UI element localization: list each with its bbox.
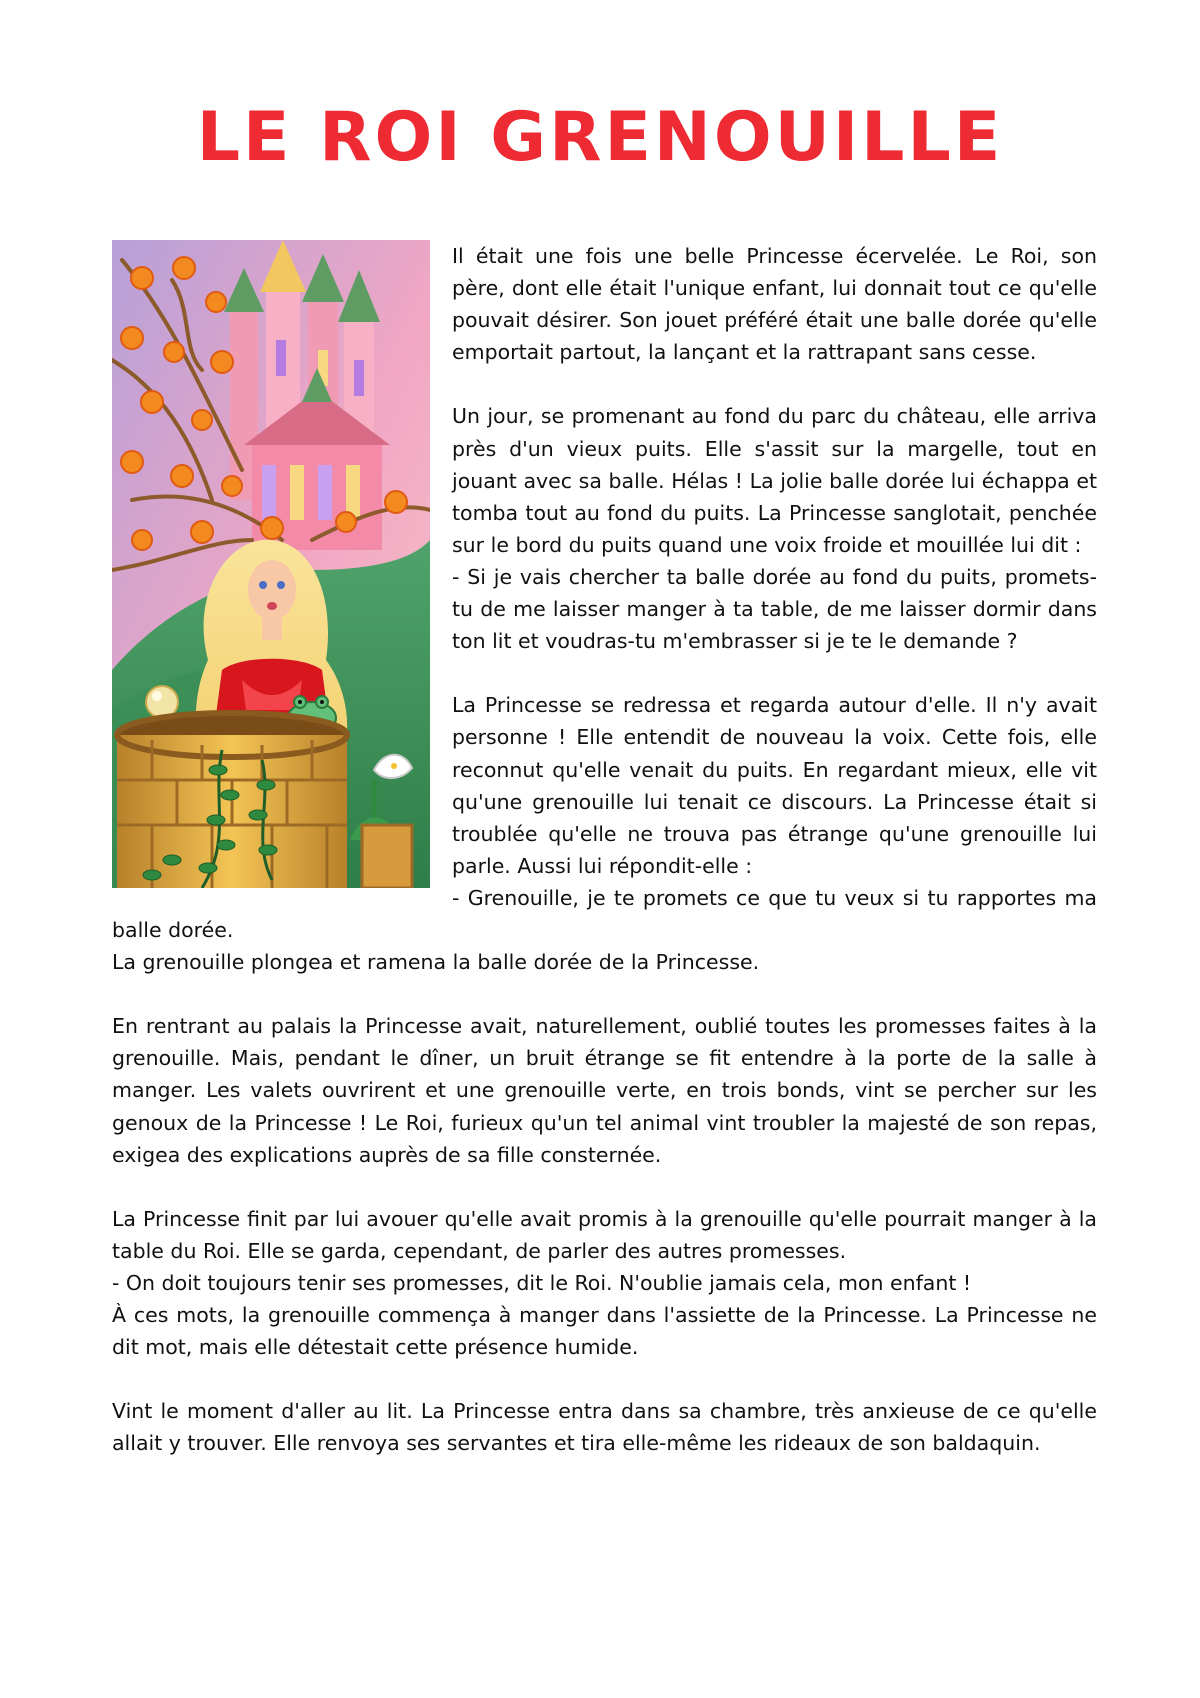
paragraph: Il était une fois une belle Princesse écervelée. Le Roi, son père, dont elle était l'unique enfant, lui donnait tout ce qu'elle pouvait désirer. Son jouet préféré était une balle dorée qu'elle emportait partout, la lançant et la rattrapant sans cesse. xyxy=(452,244,1097,365)
princess-well-frog-illustration xyxy=(112,240,430,888)
paragraph: Vint le moment d'aller au lit. La Princesse entra dans sa chambre, très anxieuse de ce qu'elle allait y trouver. Elle renvoya ses servantes et tira elle-même les rideaux de son baldaquin. xyxy=(112,1399,1097,1456)
paragraph: En rentrant au palais la Princesse avait, naturellement, oublié toutes les promesses faites à la grenouille. Mais, pendant le dîner, un bruit étrange se fit entendre à la porte de la salle à manger. Les valets ouvrirent et une grenouille verte, en trois bonds, vint se percher sur les genoux de la Princesse ! Le Roi, furieux qu'un tel animal vint troubler la majesté de son repas, exigea des explications auprès de sa fille consternée. xyxy=(112,1014,1097,1167)
paragraph: - Si je vais chercher ta balle dorée au fond du puits, promets-tu de me laisser manger à ta table, de me laisser dormir dans ton lit et voudras-tu m'embrasser si je te le demande ? xyxy=(452,564,1097,654)
story-body xyxy=(112,240,1097,1460)
paragraph: La grenouille plongea et ramena la balle dorée de la Princesse. xyxy=(112,950,760,975)
paragraph: La Princesse finit par lui avouer qu'elle avait promis à la grenouille qu'elle pourrait manger à la table du Roi. Elle se garda, cependant, de parler des autres promesses. xyxy=(112,1206,1097,1263)
paragraph: Un jour, se promenant au fond du parc du château, elle arriva près d'un vieux puits. Elle s'assit sur la margelle, tout en jouant avec sa balle. Hélas ! La jolie balle dorée lui échappa et tomba tout au fond du puits. La Princesse sanglotait, penchée sur le bord du puits quand une voix froide et mouillée lui dit : xyxy=(452,404,1097,557)
paragraph: À ces mots, la grenouille commença à manger dans l'assiette de la Princesse. La Princesse ne dit mot, mais elle détestait cette présence humide. xyxy=(112,1303,1097,1360)
paragraph: - On doit toujours tenir ses promesses, dit le Roi. N'oublie jamais cela, mon enfant ! xyxy=(112,1271,972,1295)
story-title: LE ROI GRENOUILLE xyxy=(196,98,1004,177)
paragraph: La Princesse se redressa et regarda autour d'elle. Il n'y avait personne ! Elle entendit de nouveau la voix. Cette fois, elle reconnut qu'elle venait du puits. En regardant mieux, elle vit qu'une grenouille lui tenait ce discours. La Princesse était si troublée qu'elle ne trouva pas étrange qu'une grenouille lui parle. Aussi lui répondit-elle : xyxy=(452,693,1097,878)
paragraph: - Grenouille, je te promets ce que tu veux si tu rapportes ma balle dorée. xyxy=(112,885,1097,942)
